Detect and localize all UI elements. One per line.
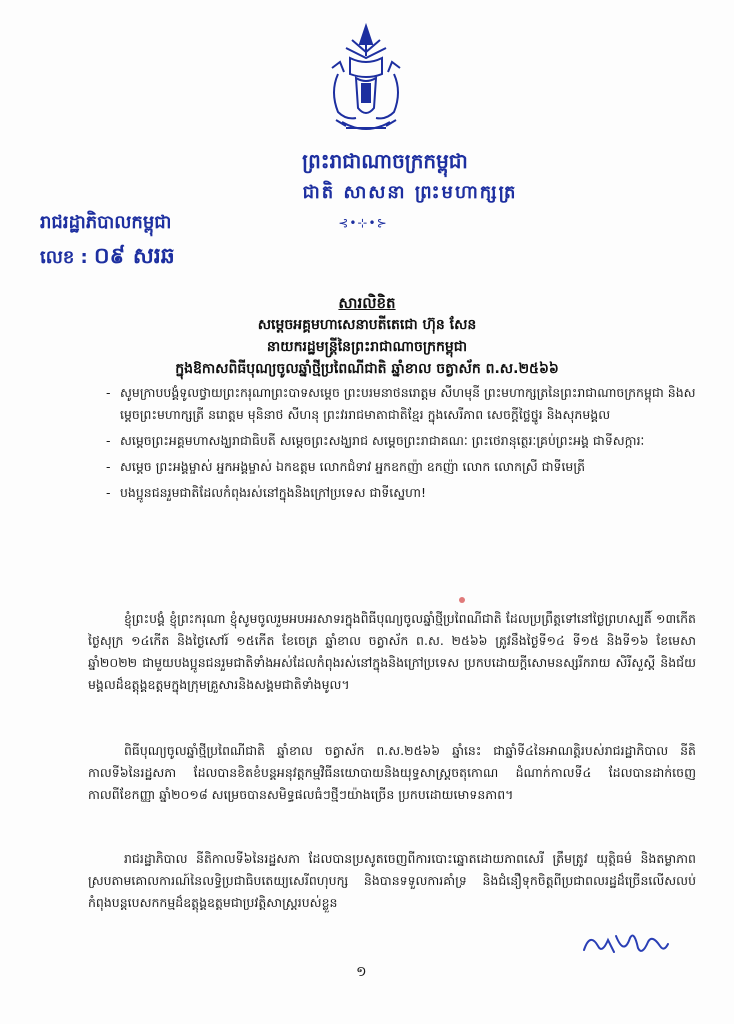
letter-title-block	[60, 292, 674, 380]
salutation-item: - បងប្អូនជនរួមជាតិដែលកំពុងរស់នៅក្នុងនិងក្រៅប្រទេស ជាទីស្នេហា!	[106, 485, 427, 500]
salutation-text: សូមក្រាបបង្គំទូលថ្វាយព្រះករុណាព្រះបាទសម្តេច ព្រះបរមនាថនរោត្តម សីហមុនី ព្រះមហាក្សត្រនៃព្រះរាជាណាចក្រកម្ពុជា និងសម្តេចព្រះមហាក្សត្រី នរោត្តម មុនិនាថ សីហនុ ព្រះវររាជមាតាជាតិខ្មែរ ក្នុងសេរីភាព សេចក្តីថ្លៃថ្នូរ និងសុភមង្គល	[120, 385, 696, 422]
royal-arms-emblem	[316, 22, 416, 142]
author-name: សម្តេចអគ្គមហាសេនាបតីតេជោ ហ៊ុន សែន	[257, 317, 477, 333]
kingdom-name: ព្រះរាជាណាចក្រកម្ពុជា	[302, 149, 468, 173]
salutation-text: សម្តេចព្រះអគ្គមហាសង្ឃរាជាធិបតី សម្តេចព្រះសង្ឃរាជ សម្តេចព្រះរាជាគណៈ ព្រះថេរានុត្ថេរៈគ្រប់ព្រះអង្គ ជាទីសក្ការៈ	[120, 433, 645, 448]
salutation-item: - សម្តេចព្រះអគ្គមហាសង្ឃរាជាធិបតី សម្តេចព្រះសង្ឃរាជ សម្តេចព្រះរាជាគណៈ ព្រះថេរានុត្ថេរៈគ្រប់ព្រះអង្គ ជាទីសក្ការៈ	[106, 433, 645, 448]
occasion-line: ក្នុងឱកាសពិធីបុណ្យចូលឆ្នាំថ្មីប្រពៃណីជាតិ ឆ្នាំខាល ចត្វាស័ក ព.ស.២៥៦៦	[175, 361, 559, 377]
reference-value: ០៩ សរឆ	[94, 243, 175, 269]
salutation-list	[106, 382, 696, 508]
body-paragraph	[88, 848, 696, 914]
salutation-text: បងប្អូនជនរួមជាតិដែលកំពុងរស់នៅក្នុងនិងក្រៅប្រទេស ជាទីស្នេហា!	[120, 485, 427, 500]
national-motto: ជាតិ សាសនា ព្រះមហាក្សត្រ	[302, 182, 518, 203]
paragraph-text: រាជរដ្ឋាភិបាល នីតិកាលទី៦នៃរដ្ឋសភា ដែលបានប្រសូតចេញពីការបោះឆ្នោតដោយភាពសេរី ត្រឹមត្រូវ យុត្តិធម៌ និងតម្លាភាព ស្របតាមគោលការណ៍នៃលទ្ធិប្រជាធិបតេយ្យសេរីពហុបក្ស និងបានទទួលការគាំទ្រ និងជំនឿទុកចិត្តពីប្រជាពលរដ្ឋដ៏ច្រើនលើសលប់ កំពុងបន្តបេសកកម្មដ៏ឧត្តុង្គឧត្តមជាប្រវត្តិសាស្ត្ររបស់ខ្លួន	[88, 851, 696, 910]
salutation-item: - សូមក្រាបបង្គំទូលថ្វាយព្រះករុណាព្រះបាទសម្តេច ព្រះបរមនាថនរោត្តម សីហមុនី ព្រះមហាក្សត្រនៃព្រះរាជាណាចក្រកម្ពុជា និងសម្តេចព្រះមហាក្សត្រី នរោត្តម មុនិនាថ សីហនុ ព្រះវររាជមាតាជាតិខ្មែរ ក្នុងសេរីភាព សេចក្តីថ្លៃថ្នូរ និងសុភមង្គល	[106, 385, 696, 422]
reference-number	[40, 242, 175, 274]
ornament-divider: ⊰•⊹•⊱	[338, 216, 388, 230]
paragraph-text: ខ្ញុំព្រះបង្គំ ខ្ញុំព្រះករុណា ខ្ញុំសូមចូលរួមអបអរសាទរក្នុងពិធីបុណ្យចូលឆ្នាំថ្មីប្រពៃណីជាតិ ដែលប្រព្រឹត្តទៅនៅថ្ងៃព្រហស្បតិ៍ ១៣កើត ថ្ងៃសុក្រ ១៤កើត និងថ្ងៃសៅរ៍ ១៥កើត ខែចេត្រ ឆ្នាំខាល ចត្វាស័ក ព.ស. ២៥៦៦ ត្រូវនឹងថ្ងៃទី១៤ ទី១៥ និងទី១៦ ខែមេសា ឆ្នាំ២០២២ ជាមួយបងប្អូនជនរួមជាតិទាំងអស់ដែលកំពុងរស់នៅក្នុងនិងក្រៅប្រទេស ប្រកបដោយក្តីសោមនស្សរីករាយ សិរីសួស្តី និងជ័យមង្គលដ៏ឧត្តុង្គឧត្តមក្នុងក្រុមគ្រួសារនិងសង្គមជាតិទាំងមូល។	[88, 611, 696, 692]
letter-type: សារលិខិត	[338, 294, 396, 312]
ink-mark	[459, 597, 465, 603]
page-number: ១	[356, 964, 367, 980]
salutation-text: សម្តេច ព្រះអង្គម្ចាស់ អ្នកអង្គម្ចាស់ ឯកឧត្តម លោកជំទាវ អ្នកឧកញ៉ា ឧកញ៉ា លោក លោកស្រី ជាទីមេត្រី	[120, 459, 586, 474]
author-position: នាយករដ្ឋមន្ត្រីនៃព្រះរាជាណាចក្រកម្ពុជា	[266, 339, 468, 355]
salutation-item: - សម្តេច ព្រះអង្គម្ចាស់ អ្នកអង្គម្ចាស់ ឯកឧត្តម លោកជំទាវ អ្នកឧកញ៉ា ឧកញ៉ា លោក លោកស្រី ជាទីមេត្រី	[106, 459, 586, 474]
body-paragraph	[88, 740, 696, 806]
signature-initials	[580, 922, 670, 962]
reference-label: លេខ :	[40, 247, 88, 268]
government-name: រាជរដ្ឋាភិបាលកម្ពុជា	[40, 212, 172, 233]
body-paragraph	[88, 608, 696, 696]
paragraph-text: ពិធីបុណ្យចូលឆ្នាំថ្មីប្រពៃណីជាតិ ឆ្នាំខាល ចត្វាស័ក ព.ស.២៥៦៦ ឆ្នាំនេះ ជាឆ្នាំទី៤នៃអាណត្តិរបស់រាជរដ្ឋាភិបាល នីតិកាលទី៦នៃរដ្ឋសភា ដែលបានខិតខំបន្តអនុវត្តកម្មវិធីនយោបាយនិងយុទ្ធសាស្ត្រចតុកោណ ដំណាក់កាលទី៤ ដែលបានដាក់ចេញកាលពីខែកញ្ញា ឆ្នាំ២០១៨ សម្រេចបានសមិទ្ធផលធំៗថ្មីៗយ៉ាងច្រើន ប្រកបដោយមោទនភាព។	[88, 743, 696, 802]
